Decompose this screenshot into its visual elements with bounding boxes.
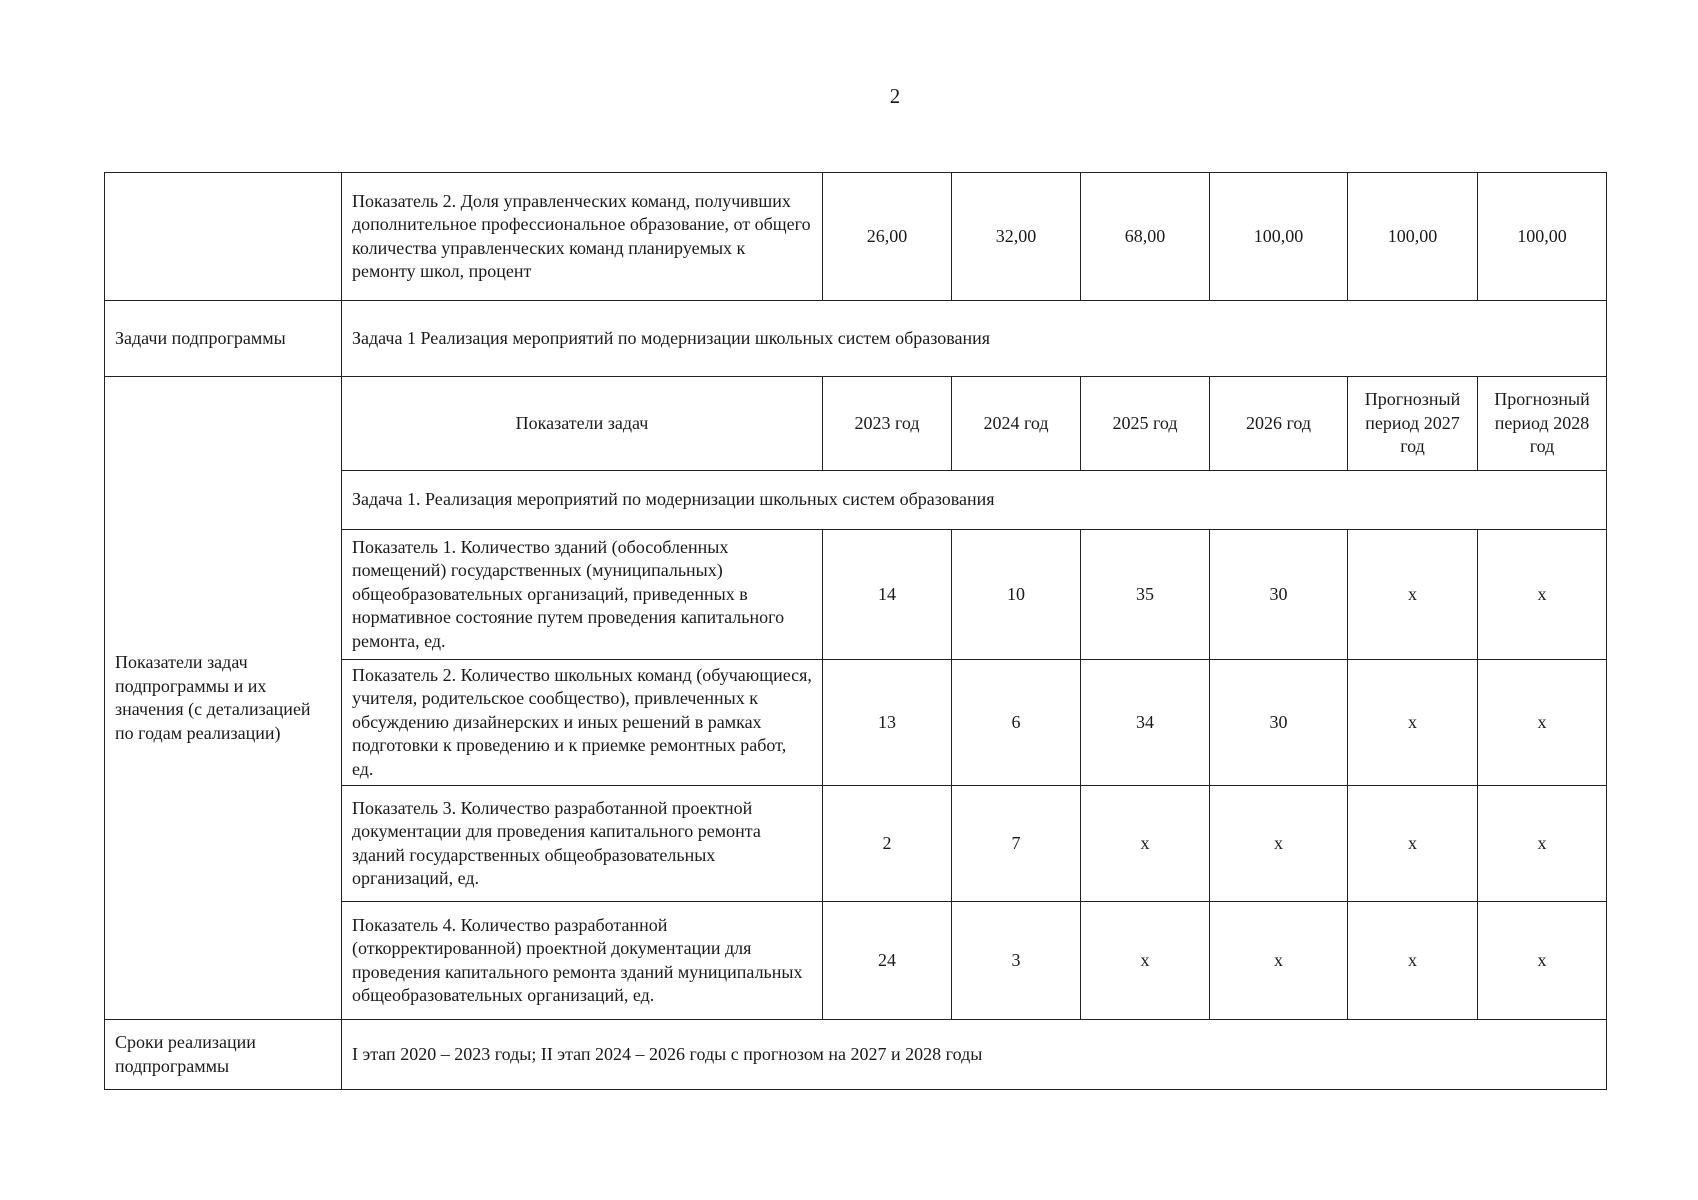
table-row [105, 1020, 1607, 1090]
value-cell: х [1348, 902, 1478, 1020]
value-cell: х [1081, 902, 1210, 1020]
value-cell: 24 [823, 902, 952, 1020]
indicator-label: Показатель 1. Количество зданий (обособленных помещений) государственных (муниципальных) общеобразовательных организаций, приведенных в нормативное состояние путем проведения капитального ремонта, ед. [342, 530, 823, 660]
indicator-label: Показатель 3. Количество разработанной проектной документации для проведения капитального ремонта зданий государственных общеобразовательных организаций, ед. [342, 786, 823, 902]
value-cell: 100,00 [1478, 173, 1607, 301]
value-cell: 34 [1081, 660, 1210, 786]
value-cell: х [1478, 530, 1607, 660]
value-cell: 32,00 [952, 173, 1081, 301]
value-cell: 13 [823, 660, 952, 786]
value-cell: х [1348, 660, 1478, 786]
value-cell: 35 [1081, 530, 1210, 660]
value-cell: 14 [823, 530, 952, 660]
column-header: 2023 год [823, 377, 952, 471]
value-cell: х [1210, 902, 1348, 1020]
value-cell: 100,00 [1348, 173, 1478, 301]
page-number: 2 [889, 84, 901, 108]
table-row [105, 301, 1607, 377]
row-label: Показатели задач подпрограммы и их значения (с детализацией по годам реализации) [105, 377, 342, 1020]
task-title: Задача 1. Реализация мероприятий по модернизации школьных систем образования [342, 471, 1607, 530]
value-cell: 2 [823, 786, 952, 902]
value-cell: 68,00 [1081, 173, 1210, 301]
value-cell: х [1348, 786, 1478, 902]
column-header: Прогнозный период 2027 год [1348, 377, 1478, 471]
column-header: Показатели задач [342, 377, 823, 471]
value-cell: х [1478, 660, 1607, 786]
subprogram-passport-table [104, 172, 1607, 1090]
row-label: Сроки реализации подпрограммы [105, 1020, 342, 1090]
row-label: Показатель 4. Количество разработанной (откорректированной) проектной документации для проведения капитального ремонта зданий муниципальных общеобразовательных организаций, ед. [342, 902, 823, 1020]
indicator-label: Показатель 2. Количество школьных команд (обучающиеся, учителя, родительское сообщество), привлеченных к обсуждению дизайнерских и иных решений в рамках подготовки к проведению и к приемке ремонтных работ, ед. [342, 660, 823, 786]
row-label: Задачи подпрограммы [105, 301, 342, 377]
table-header-row [105, 377, 1607, 471]
value-cell: х [1478, 902, 1607, 1020]
value-cell: 26,00 [823, 173, 952, 301]
value-cell: х [1081, 786, 1210, 902]
value-cell: х [1210, 786, 1348, 902]
indicator-label: Показатель 2. Доля управленческих команд, получивших дополнительное профессиональное образование, от общего количества управленческих команд планируемых к ремонту школ, процент [342, 173, 823, 301]
column-header: 2024 год [952, 377, 1081, 471]
empty-label-cell [105, 173, 342, 301]
terms-text: I этап 2020 – 2023 годы; II этап 2024 – 2026 годы с прогнозом на 2027 и 2028 годы [342, 1020, 1607, 1090]
value-cell: 10 [952, 530, 1081, 660]
value-cell: х [1478, 786, 1607, 902]
value-cell: 30 [1210, 530, 1348, 660]
tasks-text: Задача 1 Реализация мероприятий по модернизации школьных систем образования [342, 301, 1607, 377]
column-header: 2026 год [1210, 377, 1348, 471]
column-header: 2025 год [1081, 377, 1210, 471]
value-cell: 100,00 [1210, 173, 1348, 301]
value-cell: 30 [1210, 660, 1348, 786]
table-row [105, 173, 1607, 301]
value-cell: 3 [952, 902, 1081, 1020]
column-header: Прогнозный период 2028 год [1478, 377, 1607, 471]
value-cell: 7 [952, 786, 1081, 902]
value-cell: 6 [952, 660, 1081, 786]
value-cell: х [1348, 530, 1478, 660]
